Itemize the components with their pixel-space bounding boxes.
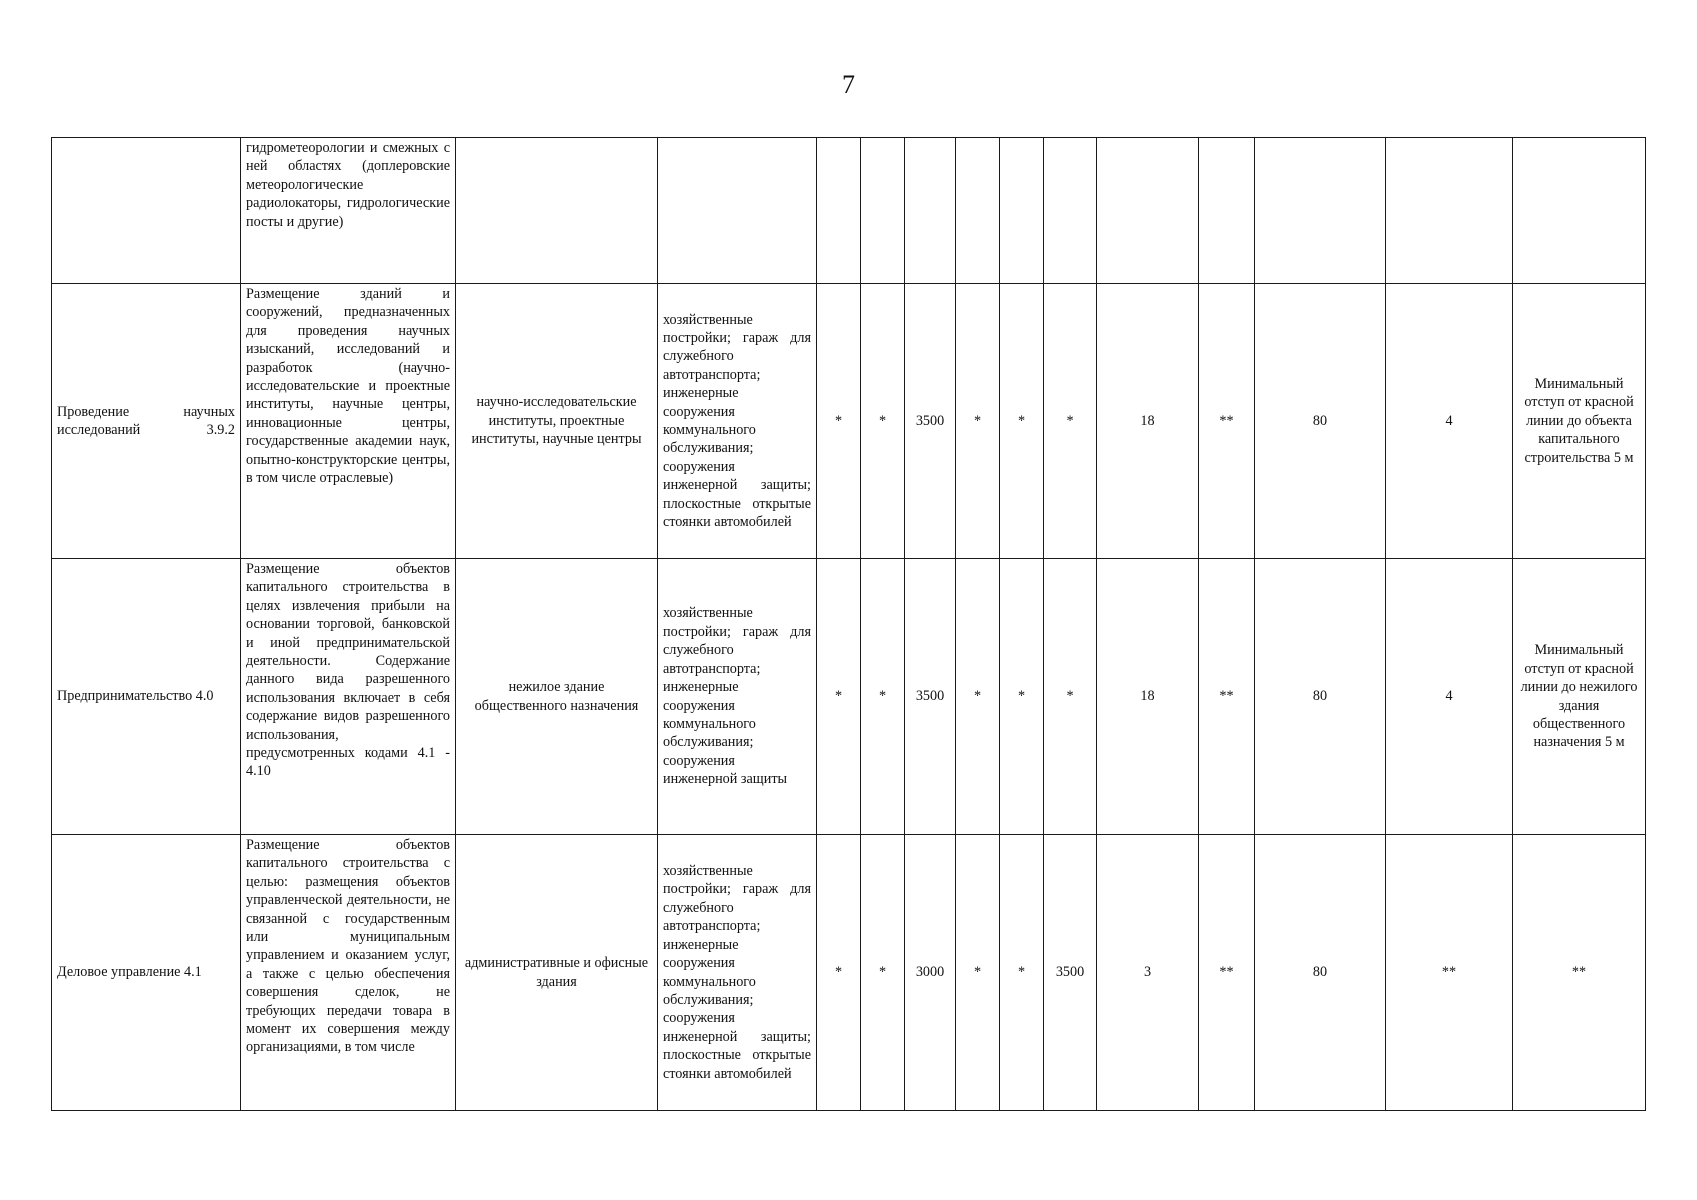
note-cell xyxy=(1513,138,1646,284)
value-cell xyxy=(861,138,905,284)
auxiliary-uses: хозяйственные постройки; гараж для служебного автотранспорта; инженерные сооружения коммунального обслуживания; сооружения инженерной защиты; плоскостные открытые стоянки автомобилей xyxy=(658,835,817,1111)
value-cell xyxy=(1044,138,1097,284)
permitted-objects: административные и офисные здания xyxy=(456,835,658,1111)
value-cell: 80 xyxy=(1255,559,1386,835)
value-cell: 3500 xyxy=(1044,835,1097,1111)
value-cell: 18 xyxy=(1097,284,1199,559)
use-type-description: гидрометеорологии и смежных с ней областях (доплеровские метеорологические радиолокаторы, гидрологические посты и другие) xyxy=(241,138,456,284)
value-cell: 3000 xyxy=(905,835,956,1111)
use-type-description: Размещение объектов капитального строительства в целях извлечения прибыли на основании торговой, банковской и иной предпринимательской деятельности. Содержание данного вида разрешенного использования включает в себя содержание видов разрешенного использования, предусмотренных кодами 4.1 - 4.10 xyxy=(241,559,456,835)
auxiliary-uses xyxy=(658,138,817,284)
table-row xyxy=(52,559,1646,835)
value-cell: ** xyxy=(1199,835,1255,1111)
value-cell xyxy=(817,138,861,284)
value-cell: * xyxy=(1000,284,1044,559)
value-cell: * xyxy=(861,284,905,559)
auxiliary-uses: хозяйственные постройки; гараж для служебного автотранспорта; инженерные сооружения коммунального обслуживания; сооружения инженерной защиты xyxy=(658,559,817,835)
value-cell xyxy=(1199,138,1255,284)
table-row xyxy=(52,138,1646,284)
value-cell: 4 xyxy=(1386,559,1513,835)
use-type-name xyxy=(52,138,241,284)
note-cell: Минимальный отступ от красной линии до объекта капитального строительства 5 м xyxy=(1513,284,1646,559)
zoning-regulations-table xyxy=(51,137,1646,1111)
value-cell xyxy=(956,138,1000,284)
page-number: 7 xyxy=(842,70,855,99)
use-type-description: Размещение объектов капитального строительства с целью: размещения объектов управленческой деятельности, не связанной с государственным или муниципальным управлением и оказанием услуг, а также с целью обеспечения совершения сделок, не требующих передачи товара в момент их совершения между организациями, в том числе xyxy=(241,835,456,1111)
permitted-objects: научно-исследовательские институты, проектные институты, научные центры xyxy=(456,284,658,559)
use-type-name: Предпринимательство 4.0 xyxy=(52,559,241,835)
value-cell: 18 xyxy=(1097,559,1199,835)
table-row xyxy=(52,835,1646,1111)
value-cell: * xyxy=(817,559,861,835)
value-cell xyxy=(905,138,956,284)
value-cell xyxy=(1000,138,1044,284)
value-cell: 3500 xyxy=(905,284,956,559)
value-cell: 3500 xyxy=(905,559,956,835)
value-cell: 80 xyxy=(1255,284,1386,559)
permitted-objects: нежилое здание общественного назначения xyxy=(456,559,658,835)
use-type-name: Проведение научных исследований 3.9.2 xyxy=(52,284,241,559)
value-cell xyxy=(1097,138,1199,284)
value-cell: 4 xyxy=(1386,284,1513,559)
value-cell: * xyxy=(1044,559,1097,835)
auxiliary-uses: хозяйственные постройки; гараж для служебного автотранспорта; инженерные сооружения коммунального обслуживания; сооружения инженерной защиты; плоскостные открытые стоянки автомобилей xyxy=(658,284,817,559)
value-cell: 3 xyxy=(1097,835,1199,1111)
permitted-objects xyxy=(456,138,658,284)
value-cell: * xyxy=(956,559,1000,835)
use-type-description: Размещение зданий и сооружений, предназначенных для проведения научных изысканий, исследований и разработок (научно-исследовательские и проектные институты, научные центры, инновационные центры, государственные академии наук, опытно-конструкторские центры, в том числе отраслевые) xyxy=(241,284,456,559)
value-cell: * xyxy=(817,284,861,559)
value-cell: * xyxy=(1000,559,1044,835)
value-cell: ** xyxy=(1386,835,1513,1111)
value-cell: * xyxy=(1000,835,1044,1111)
table-row xyxy=(52,284,1646,559)
value-cell: * xyxy=(817,835,861,1111)
value-cell: * xyxy=(956,835,1000,1111)
use-type-name: Деловое управление 4.1 xyxy=(52,835,241,1111)
value-cell: * xyxy=(956,284,1000,559)
note-cell: ** xyxy=(1513,835,1646,1111)
value-cell xyxy=(1386,138,1513,284)
value-cell: * xyxy=(1044,284,1097,559)
value-cell: * xyxy=(861,835,905,1111)
value-cell: ** xyxy=(1199,284,1255,559)
note-cell: Минимальный отступ от красной линии до нежилого здания общественного назначения 5 м xyxy=(1513,559,1646,835)
value-cell: * xyxy=(861,559,905,835)
value-cell: 80 xyxy=(1255,835,1386,1111)
value-cell: ** xyxy=(1199,559,1255,835)
value-cell xyxy=(1255,138,1386,284)
